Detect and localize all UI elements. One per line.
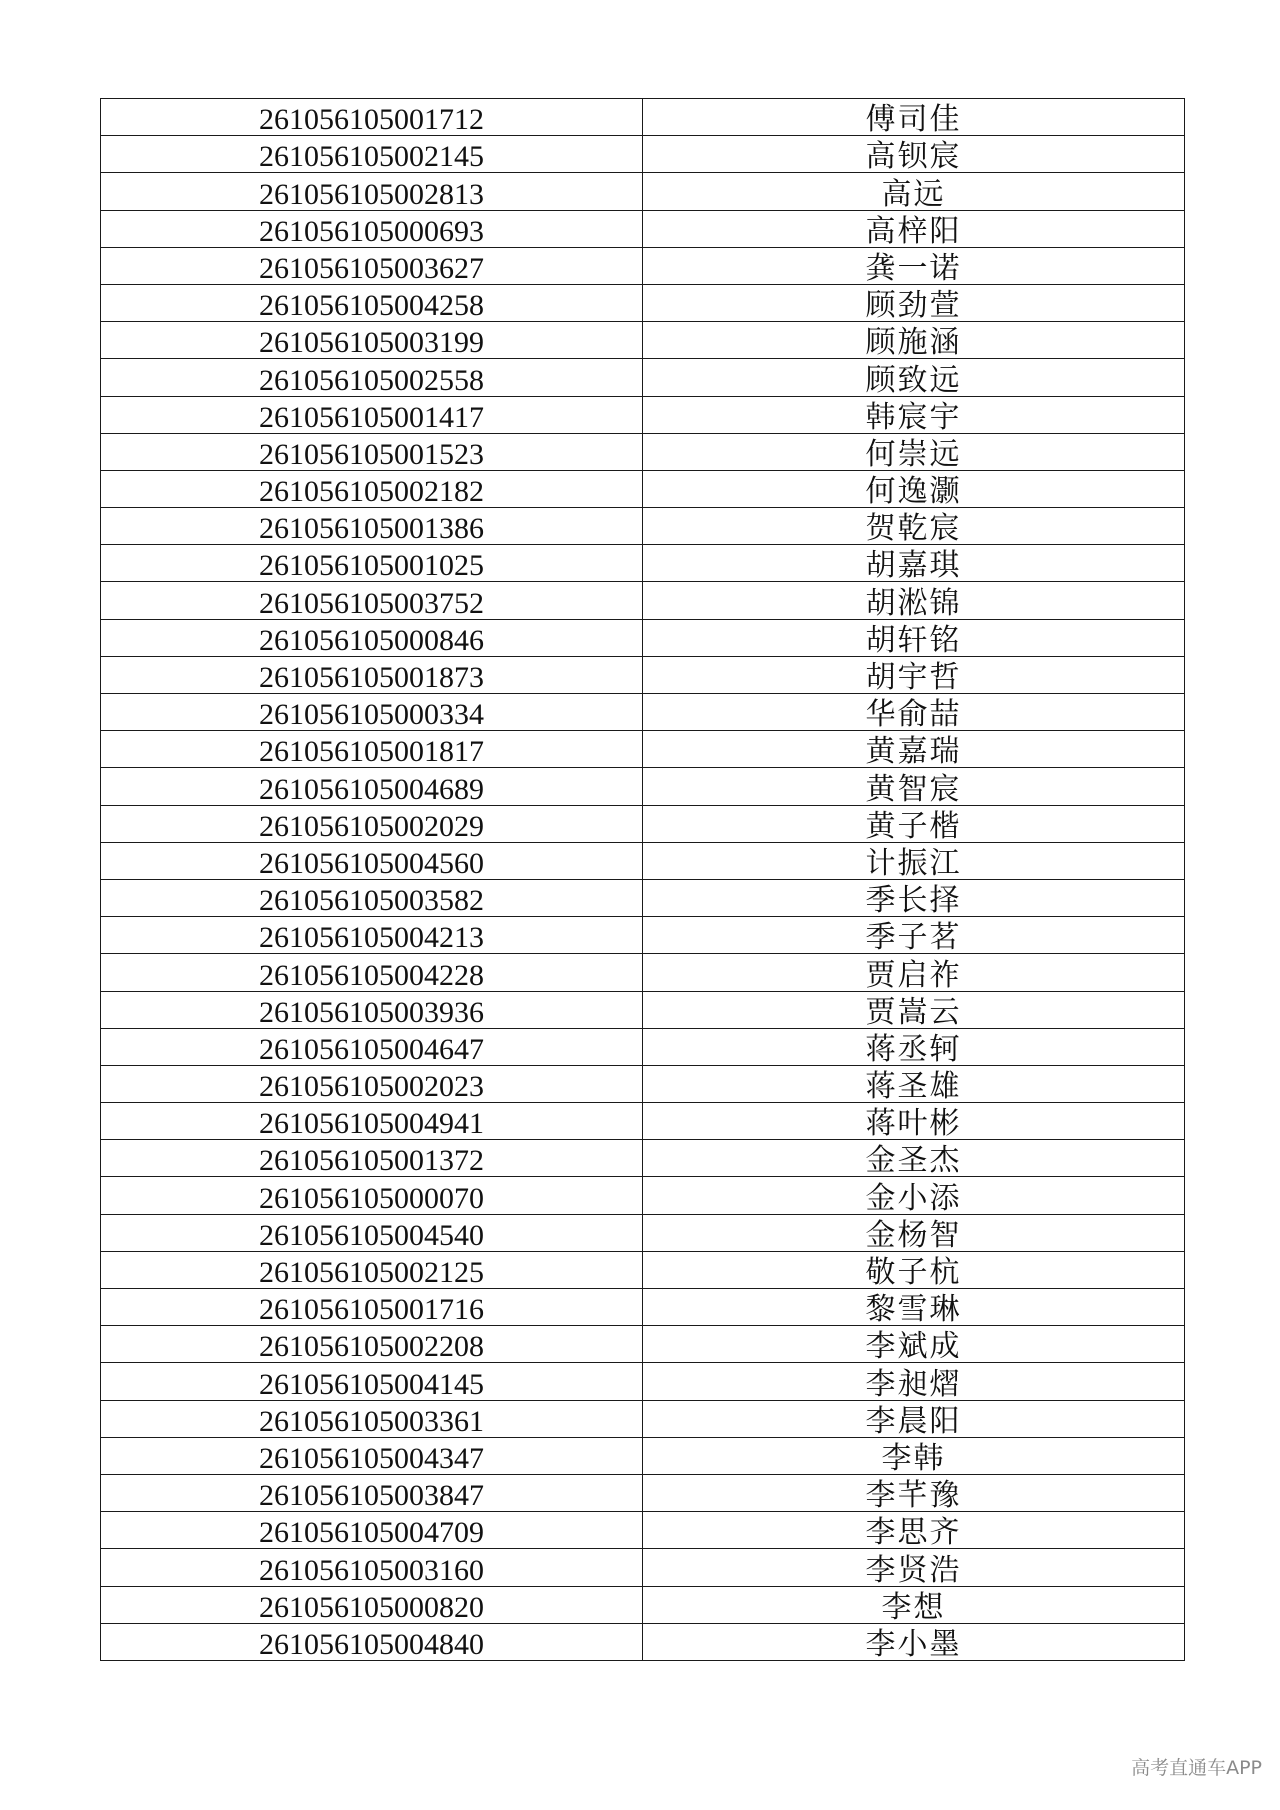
- candidate-name-cell: 高远: [643, 173, 1185, 210]
- table-row: [101, 1400, 1185, 1437]
- candidate-id-cell: 261056105003847: [101, 1474, 643, 1511]
- candidate-id-cell: 261056105002125: [101, 1251, 643, 1288]
- candidate-id-cell: 261056105000846: [101, 619, 643, 656]
- table-row: [101, 1177, 1185, 1214]
- admission-list-body: [101, 99, 1185, 1661]
- table-row: [101, 433, 1185, 470]
- candidate-name-cell: 龚一诺: [643, 247, 1185, 284]
- candidate-name-cell: 金小添: [643, 1177, 1185, 1214]
- candidate-id-cell: 261056105004689: [101, 768, 643, 805]
- candidate-name-cell: 黄嘉瑞: [643, 731, 1185, 768]
- table-row: [101, 247, 1185, 284]
- table-row: [101, 322, 1185, 359]
- candidate-id-cell: 261056105001417: [101, 396, 643, 433]
- admission-list-table: [100, 98, 1185, 1661]
- candidate-id-cell: 261056105000693: [101, 210, 643, 247]
- candidate-id-cell: 261056105004709: [101, 1512, 643, 1549]
- candidate-name-cell: 季长择: [643, 879, 1185, 916]
- table-row: [101, 917, 1185, 954]
- table-row: [101, 284, 1185, 321]
- table-row: [101, 136, 1185, 173]
- candidate-id-cell: 261056105002023: [101, 1065, 643, 1102]
- candidate-name-cell: 黄智宸: [643, 768, 1185, 805]
- candidate-name-cell: 李思齐: [643, 1512, 1185, 1549]
- candidate-name-cell: 计振江: [643, 842, 1185, 879]
- table-row: [101, 1103, 1185, 1140]
- candidate-id-cell: 261056105000334: [101, 694, 643, 731]
- candidate-name-cell: 胡淞锦: [643, 582, 1185, 619]
- candidate-id-cell: 261056105002208: [101, 1326, 643, 1363]
- candidate-name-cell: 李韩: [643, 1437, 1185, 1474]
- table-row: [101, 396, 1185, 433]
- candidate-name-cell: 胡宇哲: [643, 656, 1185, 693]
- table-row: [101, 1251, 1185, 1288]
- table-row: [101, 173, 1185, 210]
- candidate-id-cell: 261056105004540: [101, 1214, 643, 1251]
- candidate-name-cell: 李芊豫: [643, 1474, 1185, 1511]
- table-row: [101, 694, 1185, 731]
- candidate-name-cell: 顾施涵: [643, 322, 1185, 359]
- candidate-name-cell: 贾嵩云: [643, 991, 1185, 1028]
- candidate-id-cell: 261056105001873: [101, 656, 643, 693]
- candidate-name-cell: 季子茗: [643, 917, 1185, 954]
- candidate-name-cell: 金杨智: [643, 1214, 1185, 1251]
- candidate-id-cell: 261056105003361: [101, 1400, 643, 1437]
- candidate-name-cell: 何崇远: [643, 433, 1185, 470]
- candidate-id-cell: 261056105003582: [101, 879, 643, 916]
- table-row: [101, 805, 1185, 842]
- candidate-id-cell: 261056105004560: [101, 842, 643, 879]
- table-row: [101, 359, 1185, 396]
- table-row: [101, 1474, 1185, 1511]
- table-row: [101, 1549, 1185, 1586]
- candidate-name-cell: 顾致远: [643, 359, 1185, 396]
- candidate-id-cell: 261056105004941: [101, 1103, 643, 1140]
- candidate-id-cell: 261056105001372: [101, 1140, 643, 1177]
- candidate-id-cell: 261056105004840: [101, 1623, 643, 1660]
- candidate-name-cell: 蒋丞轲: [643, 1028, 1185, 1065]
- candidate-id-cell: 261056105001716: [101, 1289, 643, 1326]
- candidate-id-cell: 261056105003752: [101, 582, 643, 619]
- candidate-id-cell: 261056105001386: [101, 508, 643, 545]
- candidate-id-cell: 261056105004213: [101, 917, 643, 954]
- candidate-id-cell: 261056105001523: [101, 433, 643, 470]
- candidate-id-cell: 261056105001025: [101, 545, 643, 582]
- table-row: [101, 582, 1185, 619]
- candidate-name-cell: 敬子杭: [643, 1251, 1185, 1288]
- table-row: [101, 1363, 1185, 1400]
- table-row: [101, 1028, 1185, 1065]
- candidate-id-cell: 261056105002029: [101, 805, 643, 842]
- candidate-name-cell: 蒋圣雄: [643, 1065, 1185, 1102]
- candidate-id-cell: 261056105001817: [101, 731, 643, 768]
- candidate-name-cell: 李小墨: [643, 1623, 1185, 1660]
- candidate-name-cell: 金圣杰: [643, 1140, 1185, 1177]
- table-row: [101, 545, 1185, 582]
- candidate-name-cell: 黄子楷: [643, 805, 1185, 842]
- candidate-name-cell: 胡嘉琪: [643, 545, 1185, 582]
- candidate-name-cell: 贾启祚: [643, 954, 1185, 991]
- table-row: [101, 1289, 1185, 1326]
- table-row: [101, 1512, 1185, 1549]
- candidate-name-cell: 李昶熠: [643, 1363, 1185, 1400]
- candidate-name-cell: 蒋叶彬: [643, 1103, 1185, 1140]
- candidate-name-cell: 顾劲萱: [643, 284, 1185, 321]
- candidate-name-cell: 李斌成: [643, 1326, 1185, 1363]
- table-row: [101, 1326, 1185, 1363]
- candidate-name-cell: 贺乾宸: [643, 508, 1185, 545]
- table-row: [101, 768, 1185, 805]
- candidate-id-cell: 261056105001712: [101, 99, 643, 136]
- candidate-name-cell: 高梓阳: [643, 210, 1185, 247]
- table-row: [101, 656, 1185, 693]
- table-row: [101, 1437, 1185, 1474]
- watermark-text: 高考直通车APP: [1131, 1757, 1262, 1779]
- table-row: [101, 731, 1185, 768]
- candidate-id-cell: 261056105004145: [101, 1363, 643, 1400]
- table-row: [101, 842, 1185, 879]
- candidate-name-cell: 李贤浩: [643, 1549, 1185, 1586]
- table-row: [101, 954, 1185, 991]
- candidate-name-cell: 何逸灏: [643, 470, 1185, 507]
- candidate-name-cell: 韩宸宇: [643, 396, 1185, 433]
- candidate-id-cell: 261056105002145: [101, 136, 643, 173]
- candidate-id-cell: 261056105002558: [101, 359, 643, 396]
- candidate-name-cell: 高钡宸: [643, 136, 1185, 173]
- candidate-id-cell: 261056105003627: [101, 247, 643, 284]
- table-row: [101, 1065, 1185, 1102]
- table-row: [101, 1623, 1185, 1660]
- candidate-id-cell: 261056105003160: [101, 1549, 643, 1586]
- candidate-id-cell: 261056105002182: [101, 470, 643, 507]
- candidate-name-cell: 李想: [643, 1586, 1185, 1623]
- candidate-id-cell: 261056105000820: [101, 1586, 643, 1623]
- table-row: [101, 879, 1185, 916]
- candidate-name-cell: 胡轩铭: [643, 619, 1185, 656]
- table-row: [101, 210, 1185, 247]
- candidate-name-cell: 李晨阳: [643, 1400, 1185, 1437]
- table-row: [101, 991, 1185, 1028]
- candidate-id-cell: 261056105004258: [101, 284, 643, 321]
- candidate-id-cell: 261056105004647: [101, 1028, 643, 1065]
- candidate-id-cell: 261056105003936: [101, 991, 643, 1028]
- candidate-name-cell: 黎雪琳: [643, 1289, 1185, 1326]
- table-row: [101, 470, 1185, 507]
- candidate-name-cell: 华俞喆: [643, 694, 1185, 731]
- table-row: [101, 1140, 1185, 1177]
- candidate-id-cell: 261056105002813: [101, 173, 643, 210]
- table-row: [101, 1586, 1185, 1623]
- candidate-name-cell: 傅司佳: [643, 99, 1185, 136]
- candidate-id-cell: 261056105000070: [101, 1177, 643, 1214]
- table-row: [101, 619, 1185, 656]
- table-row: [101, 99, 1185, 136]
- candidate-id-cell: 261056105003199: [101, 322, 643, 359]
- candidate-id-cell: 261056105004347: [101, 1437, 643, 1474]
- table-row: [101, 508, 1185, 545]
- candidate-id-cell: 261056105004228: [101, 954, 643, 991]
- table-row: [101, 1214, 1185, 1251]
